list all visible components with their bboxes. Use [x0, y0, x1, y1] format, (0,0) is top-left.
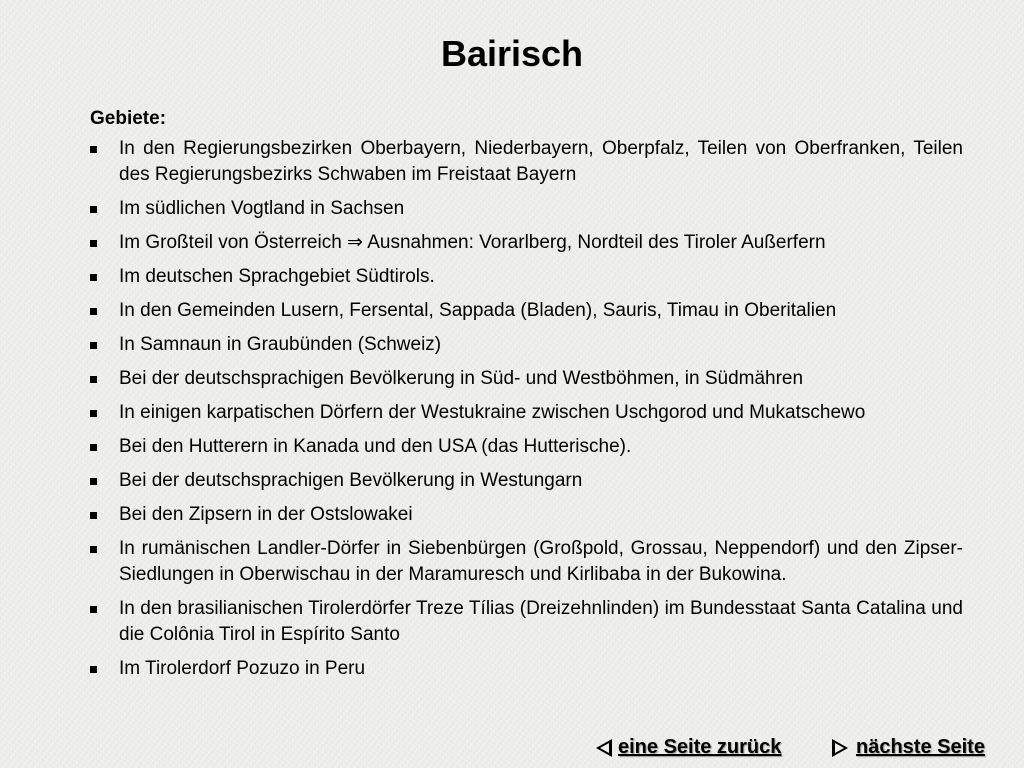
square-bullet-icon — [90, 342, 97, 349]
triangle-left-icon — [596, 739, 612, 757]
square-bullet-icon — [90, 512, 97, 519]
list-item-text: Bei den Zipsern in der Ostslowakei — [119, 504, 413, 525]
list-item — [90, 656, 963, 682]
list-item — [90, 332, 963, 358]
slide-content — [90, 105, 963, 690]
list-item — [90, 536, 963, 588]
square-bullet-icon — [90, 478, 97, 485]
next-page-link[interactable] — [832, 733, 985, 761]
list-item-text: Im südlichen Vogtland in Sachsen — [119, 198, 405, 219]
square-bullet-icon — [90, 410, 97, 417]
square-bullet-icon — [90, 146, 97, 153]
list-item-text: In einigen karpatischen Dörfern der Westukraine zwischen Uschgorod und Mukatschewo — [119, 402, 866, 423]
list-item-text: Bei der deutschsprachigen Bevölkerung in Westungarn — [119, 470, 583, 491]
square-bullet-icon — [90, 444, 97, 451]
square-bullet-icon — [90, 274, 97, 281]
list-item-text: In Samnaun in Graubünden (Schweiz) — [119, 334, 442, 355]
list-item-text: Im deutschen Sprachgebiet Südtirols. — [119, 266, 435, 287]
list-item-text: Bei den Hutterern in Kanada und den USA (das Hutterische). — [119, 436, 632, 457]
list-item-text: In den Gemeinden Lusern, Fersental, Sappada (Bladen), Sauris, Timau in Oberitalien — [119, 300, 837, 321]
square-bullet-icon — [90, 606, 97, 613]
list-item-text: In den Regierungsbezirken Oberbayern, Niederbayern, Oberpfalz, Teilen von Oberfranken, Teilen des Regierungsbezirks Schwaben im Freistaat Bayern — [119, 138, 963, 185]
slide-title: Bairisch — [440, 33, 584, 74]
list-item — [90, 468, 963, 494]
previous-page-link[interactable] — [596, 733, 781, 761]
list-item — [90, 400, 963, 426]
list-item-text: In den brasilianischen Tirolerdörfer Treze Tílias (Dreizehnlinden) im Bundesstaat Santa Catalina und die Colônia Tirol in Espírito Santo — [119, 598, 963, 645]
square-bullet-icon — [90, 666, 97, 673]
square-bullet-icon — [90, 546, 97, 553]
section-heading: Gebiete: — [90, 108, 167, 129]
list-item — [90, 298, 963, 324]
list-item-text: Bei der deutschsprachigen Bevölkerung in Süd- und Westböhmen, in Südmähren — [119, 368, 804, 389]
square-bullet-icon — [90, 308, 97, 315]
list-item — [90, 502, 963, 528]
list-item — [90, 264, 963, 290]
list-item-text: In rumänischen Landler-Dörfer in Siebenbürgen (Großpold, Grossau, Neppendorf) und den Zipser-Siedlungen in Oberwischau in der Maramuresch und Kirlibaba in der Bukowina. — [119, 538, 963, 585]
next-page-label: nächste Seite — [856, 735, 985, 758]
square-bullet-icon — [90, 206, 97, 213]
list-item — [90, 196, 963, 222]
square-bullet-icon — [90, 376, 97, 383]
list-item — [90, 596, 963, 648]
list-item — [90, 434, 963, 460]
triangle-right-icon — [832, 739, 848, 757]
list-item — [90, 366, 963, 392]
previous-page-label: eine Seite zurück — [618, 735, 782, 758]
square-bullet-icon — [90, 240, 97, 247]
list-item — [90, 230, 963, 256]
list-item-text: Im Großteil von Österreich ⇒ Ausnahmen: Vorarlberg, Nordteil des Tiroler Außerfern — [119, 232, 826, 253]
list-item-text: Im Tirolerdorf Pozuzo in Peru — [119, 658, 366, 679]
bullet-list — [90, 136, 963, 682]
list-item — [90, 136, 963, 188]
